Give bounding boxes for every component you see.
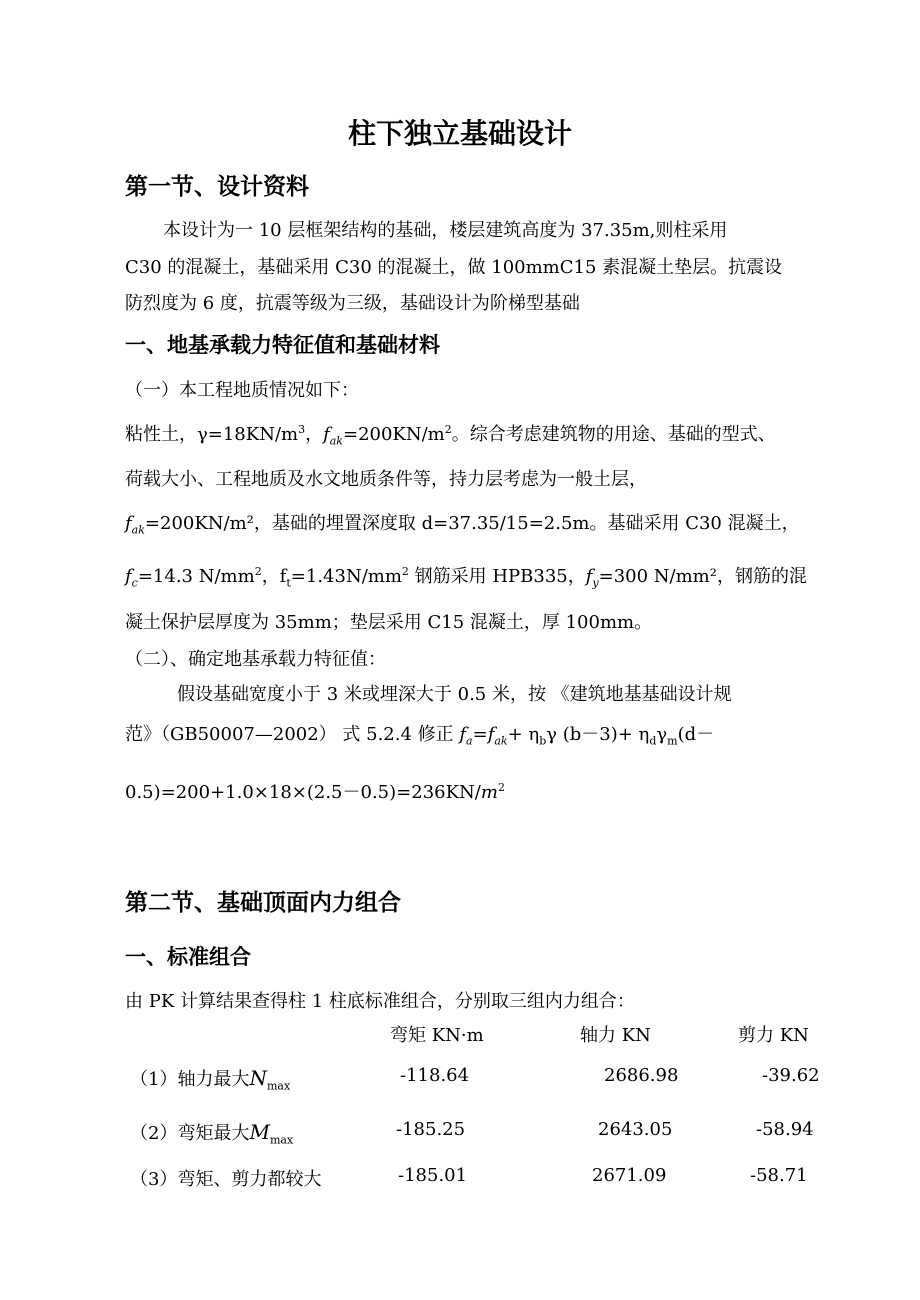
section-2-heading: 第二节、基础顶面内力组合 [125, 890, 401, 916]
table-cell-shear: -58.94 [756, 1119, 814, 1140]
paragraph-line-1: 本设计为一 10 层框架结构的基础，楼层建筑高度为 37.35m,则柱采用 [163, 220, 728, 241]
material-line: $f_c=14.3$ $N/mm^2$，$f_t=1.43N/mm^2$ 钢筋采用 HPB335，$f_y=300$ N/mm²，钢筋的混 [125, 565, 807, 590]
bearing-line-2: 范》（GB50007—2002） 式 5.2.4 修正 $f_a=f_{ak}+ \eta_b\gamma$ $(b-3)+ \eta_d\gamma_m(d-$ [125, 724, 715, 748]
table-cell-axial: 2686.98 [604, 1065, 679, 1086]
paragraph-line-2: C30 的混凝土，基础采用 C30 的混凝土，做 100mmC15 素混凝土垫层。抗震设 [125, 257, 783, 278]
table-cell-moment: -118.64 [400, 1065, 470, 1086]
table-cell-axial: 2671.09 [592, 1165, 667, 1186]
section-1-heading: 第一节、设计资料 [125, 174, 309, 200]
table-cell-shear: -39.62 [762, 1065, 820, 1086]
bearing-line-3: $0.5)=200+1.0\times 18\times(2.5-0.5)=236KN/m^2$ [125, 781, 505, 803]
bearing-heading: （二）、确定地基承载力特征值： [125, 649, 386, 670]
column-header-moment: 弯矩 KN·m [390, 1025, 484, 1046]
subsection-1-heading: 一、地基承载力特征值和基础材料 [125, 333, 440, 357]
paragraph-line-3: 防烈度为 6 度，抗震等级为三级，基础设计为阶梯型基础 [125, 293, 580, 314]
cover-line: 凝土保护层厚度为 35mm；垫层采用 C15 混凝土，厚 100mm。 [125, 612, 653, 633]
standard-combo-heading: 一、标准组合 [125, 945, 251, 969]
table-row-label: （3）弯矩、剪力都较大 [130, 1169, 322, 1190]
soil-line-2: 荷载大小、工程地质及水文地质条件等，持力层考虑为一般土层， [125, 469, 647, 490]
column-header-axial: 轴力 KN [580, 1025, 651, 1046]
table-row-label: （1）轴力最大$N_{max}$ [130, 1066, 291, 1093]
soil-line-3: $f_{ak}=200KN/m^2$，基础的埋置深度取 d=37.35/15=2.5m。基础采用 C30 混凝土， [125, 513, 800, 537]
page-title: 柱下独立基础设计 [347, 117, 572, 150]
table-cell-shear: -58.71 [750, 1165, 808, 1186]
geology-heading: （一）本工程地质情况如下： [125, 380, 359, 401]
column-header-shear: 剪力 KN [738, 1025, 809, 1046]
bearing-line-1: 假设基础宽度小于 3 米或埋深大于 0.5 米，按 《建筑地基基础设计规 [177, 684, 732, 705]
table-cell-axial: 2643.05 [598, 1119, 673, 1140]
table-cell-moment: -185.25 [396, 1119, 466, 1140]
soil-line: 粘性土，$\gamma=18KN/m^3$，$f_{ak}=200KN/m^2$。综合考虑建筑物的用途、基础的型式、 [125, 423, 776, 448]
table-cell-moment: -185.01 [398, 1165, 468, 1186]
table-row-label: （2）弯矩最大$M_{max}$ [130, 1120, 294, 1147]
combo-intro: 由 PK 计算结果查得柱 1 柱底标准组合，分别取三组内力组合： [125, 991, 635, 1012]
